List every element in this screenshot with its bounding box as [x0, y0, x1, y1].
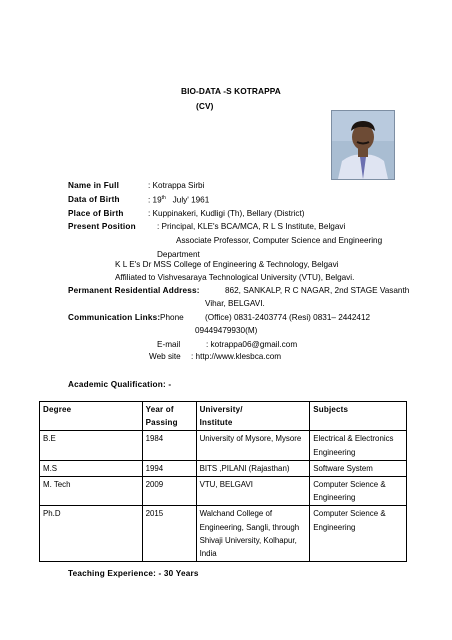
subjects-cell: Computer Science & Engineering: [310, 477, 407, 506]
year-cell: 1994: [142, 460, 196, 476]
subjects-cell: Electrical & Electronics Engineering: [310, 431, 407, 460]
pob-label: Place of Birth: [68, 209, 124, 218]
degree-cell: B.E: [40, 431, 143, 460]
name-value: : Kotrappa Sirbi: [148, 181, 205, 190]
document-subtitle: (CV): [196, 101, 214, 111]
table-header-row: [40, 402, 407, 431]
year-cell: 1984: [142, 431, 196, 460]
email-value[interactable]: : kotrappa06@gmail.com: [206, 340, 298, 349]
year-cell: 2009: [142, 477, 196, 506]
university-cell: VTU, BELGAVI: [196, 477, 310, 506]
table-row: [40, 431, 407, 460]
communication-label: Communication Links:: [68, 313, 161, 322]
address-label: Permanent Residential Address:: [68, 286, 200, 295]
degree-cell: M. Tech: [40, 477, 143, 506]
table-row: [40, 477, 407, 506]
dob-label: Data of Birth: [68, 195, 120, 204]
subjects-cell: Computer Science & Engineering: [310, 506, 407, 562]
column-header-year: Year of Passing: [142, 402, 196, 431]
column-header-university: University/ Institute: [196, 402, 310, 431]
position-line: Department: [157, 250, 200, 259]
university-cell: University of Mysore, Mysore: [196, 431, 310, 460]
position-line: K L E's Dr MSS College of Engineering & Technology, Belgavi: [115, 260, 339, 269]
position-line: Affiliated to Vishvesaraya Technological University (VTU), Belgavi.: [115, 273, 355, 282]
address-line: 862, SANKALP, R C NAGAR, 2nd STAGE Vasanth: [225, 286, 410, 295]
year-cell: 2015: [142, 506, 196, 562]
degree-cell: M.S: [40, 460, 143, 476]
website-value[interactable]: : http://www.klesbca.com: [191, 352, 282, 361]
degree-cell: Ph.D: [40, 506, 143, 562]
subjects-cell: Software System: [310, 460, 407, 476]
portrait-photo: [331, 110, 395, 180]
phone-label: Phone: [160, 313, 184, 322]
document-title: BIO-DATA -S KOTRAPPA: [181, 86, 281, 96]
pob-value: : Kuppinakeri, Kudligi (Th), Bellary (District): [148, 209, 305, 218]
table-row: [40, 460, 407, 476]
university-cell: Walchand College of Engineering, Sangli, through Shivaji University, Kolhapur, India: [196, 506, 310, 562]
position-line: : Principal, KLE's BCA/MCA, R L S Institute, Belgavi: [157, 222, 346, 231]
website-label: Web site: [149, 352, 181, 361]
mobile-value: 09449479930(M): [195, 326, 258, 335]
phone-value: (Office) 0831-2403774 (Resi) 0831– 2442412: [205, 313, 371, 322]
academic-table: [39, 401, 407, 562]
table-row: [40, 506, 407, 562]
position-line: Associate Professor, Computer Science and Engineering: [176, 236, 383, 245]
position-label: Present Position: [68, 222, 136, 231]
email-label: E-mail: [157, 340, 181, 349]
address-line: Vihar, BELGAVI.: [205, 299, 265, 308]
teaching-experience: Teaching Experience: - 30 Years: [68, 569, 199, 578]
column-header-subjects: Subjects: [310, 402, 407, 431]
university-cell: BITS ,PILANI (Rajasthan): [196, 460, 310, 476]
name-label: Name in Full: [68, 181, 120, 190]
academic-heading: Academic Qualification: -: [68, 380, 172, 389]
dob-value: : 19th July' 1961: [148, 195, 210, 205]
column-header-degree: Degree: [40, 402, 143, 431]
